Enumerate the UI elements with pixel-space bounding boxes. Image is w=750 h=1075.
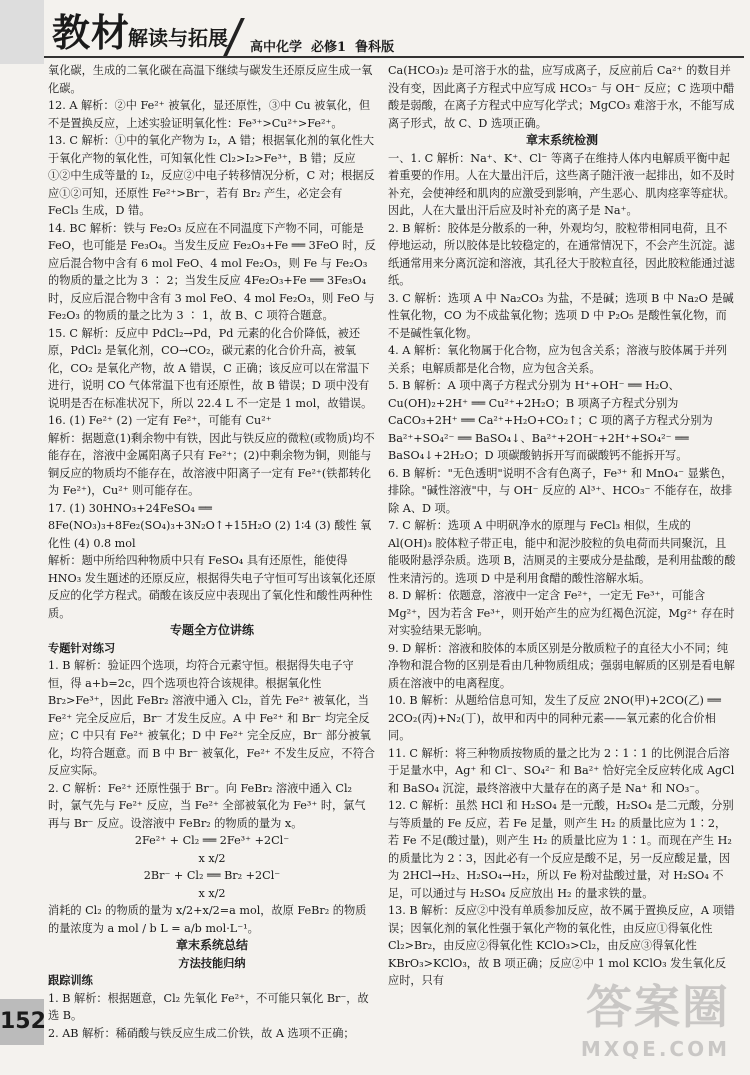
answer-paragraph: 5. B 解析：A 项中离子方程式分别为 H⁺+OH⁻ ══ H₂O、Cu(OH)₂+2H⁺ ══ Cu²⁺+2H₂O；B 项离子方程式分别为 CaCO₃+2H⁺ ══ Ca²⁺+H₂O+CO₂↑；C 项的离子方程式分别为 Ba²⁺+SO₄²⁻ ══ BaSO₄↓、Ba²⁺+2OH⁻+2H⁺+SO₄²⁻ ══ BaSO₄↓+2H₂O；D 项碳酸钠拆开写而碳酸钙不能拆开写。	[388, 379, 713, 462]
watermark-logo	[581, 971, 730, 1061]
subsection-title: 方法技能归纳	[178, 955, 246, 970]
header-side-bar	[0, 0, 44, 64]
answer-paragraph: 16. (1) Fe²⁺ (2) 一定有 Fe²⁺，可能有 Cu²⁺	[48, 414, 272, 427]
section-title: 章末系统总结	[175, 938, 248, 952]
page-number: 152	[0, 999, 44, 1045]
answer-paragraph: 1. B 解析：验证四个选项，均符合元素守恒。根据得失电子守恒，得 a+b=2c，四个选项也符合该规律。根据氧化性 Br₂>Fe³⁺，因此 FeBr₂ 溶液中通入 Cl₂，首先 Fe²⁺ 被氧化，当 Fe²⁺ 完全反应后，Br⁻ 才发生反应。A 中 Fe²⁺ 和 Br⁻ 均完全反应；C 中只有 Fe²⁺ 被氧化；D 中 Fe²⁺ 完全反应，Br⁻ 部分被氧化，均符合题意。而 B 中 Br⁻ 被氧化，Fe²⁺ 不发生反应，不符合反应实际。	[48, 659, 375, 777]
page-header	[0, 0, 750, 64]
section-title: 专题全方位讲练	[169, 623, 254, 637]
header-rule	[44, 56, 744, 58]
edition-label: 高中化学 必修1 鲁科版	[250, 40, 395, 55]
answer-paragraph: Ca(HCO₃)₂ 是可溶于水的盐，应写成离子，反应前后 Ca²⁺ 的数目并没有变，因此离子方程式中应写成 HCO₃⁻ 与 OH⁻ 反应；C 选项中醋酸是弱酸，在离子方程式中应写化学式；MgCO₃ 难溶于水，不能写成离子形式，故 C、D 选项正确。	[388, 64, 735, 130]
right-column	[388, 62, 736, 990]
answer-paragraph: 12. C 解析：虽然 HCl 和 H₂SO₄ 是一元酸，H₂SO₄ 是二元酸，分别与等质量的 Fe 反应，若 Fe 足量，则产生 H₂ 的质量比应为 1∶2，若 Fe 不足(酸过量)，则产生 H₂ 的质量比应为 1∶1。而现在产生 H₂ 的质量比为 2∶3，因此必有一个反应是酸不足，另一反应酸足量，因为 2HCl→H₂、H₂SO₄→H₂，所以 Fe 粉对盐酸过量，对 H₂SO₄ 不足，可以通过与 H₂SO₄ 反应放出 H₂ 的量求铁的量。	[388, 799, 734, 900]
answer-paragraph: 12. A 解析：②中 Fe²⁺ 被氧化，显还原性，③中 Cu 被氧化，但不是置换反应，上述实验证明氧化性：Fe³⁺>Cu²⁺>Fe²⁺。	[48, 99, 371, 130]
answer-paragraph: 13. B 解析：反应②中没有单质参加反应，故不属于置换反应，A 项错误；因氧化剂的氧化性强于氧化产物的氧化性，由反应①得氧化性 Cl₂>Br₂，由反应②得氧化性 KClO₃>Cl₂，由反应③得氧化性 KBrO₃>KClO₃，故 B 项正确；反应②中 1 mol KClO₃ 发生氧化反应时，只有	[388, 904, 735, 987]
answer-paragraph: 解析：据题意(1)剩余物中有铁，因此与铁反应的微粒(或物质)均不能存在，溶液中金属阳离子只有 Fe²⁺；(2)中剩余物为铜，则能与铜反应的物质均不能存在，故溶液中阳离子一定有 Fe²⁺(铁都转化为 Fe²⁺)，Cu²⁺ 则可能存在。	[48, 431, 375, 497]
subsection-title: 跟踪训练	[48, 973, 93, 987]
brand-title: 教材	[52, 10, 131, 55]
answer-paragraph: 8. D 解析：依题意，溶液中一定含 Fe²⁺，一定无 Fe³⁺，可能含 Mg²⁺，因为若含 Fe³⁺，则开始产生的应为红褐色沉淀，Mg²⁺ 存在时对实验结果无影响。	[388, 589, 735, 637]
answer-paragraph: 14. BC 解析：铁与 Fe₂O₃ 反应在不同温度下产物不同，可能是 FeO，也可能是 Fe₃O₄。当发生反应 Fe₂O₃+Fe ══ 3FeO 时，反应后混合物中含有 6 mol FeO、4 mol Fe₂O₃，则 Fe 与 Fe₂O₃ 的物质的量之比为 3 ∶ 2；当发生反应 4Fe₂O₃+Fe ══ 3Fe₃O₄ 时，反应后混合物中含有 3 mol FeO、4 mol Fe₂O₃，则 FeO 与 Fe₂O₃ 的物质的量之比为 3 ∶ 1，故 B、C 项符合题意。	[48, 221, 376, 322]
answer-paragraph: 一、1. C 解析：Na⁺、K⁺、Cl⁻ 等离子在维持人体内电解质平衡中起着重要的作用。人在大量出汗后，这些离子随汗液一起排出，如不及时补充，会使神经和肌肉的应激受到影响，产生恶心、肌肉痉挛等症状。因此，人在大量出汗后应及时补充的离子是 Na⁺。	[388, 151, 735, 217]
answer-paragraph: 消耗的 Cl₂ 的物质的量为 x/2+x/2=a mol，故原 FeBr₂ 的物质的量浓度为 a mol / b L = a/b mol·L⁻¹。	[48, 904, 367, 935]
answer-paragraph: 2. B 解析：胶体是分散系的一种，外观均匀，胶粒带相同电荷，且不停地运动，所以胶体是比较稳定的，在通常情况下，不会产生沉淀。滤纸通常用来分离沉淀和溶液，其孔径大于胶粒直径，因此胶粒能通过滤纸。	[388, 221, 735, 287]
answer-paragraph: 3. C 解析：选项 A 中 Na₂CO₃ 为盐，不是碱；选项 B 中 Na₂O 是碱性氧化物，CO 为不成盐氧化物；选项 D 中 P₂O₅ 是酸性氧化物，而不是碱性氧化物。	[388, 291, 734, 340]
answer-paragraph: 7. C 解析：选项 A 中明矾净水的原理与 FeCl₃ 相似，生成的 Al(OH)₃ 胶体粒子带正电，能中和泥沙胶粒的负电荷而共同聚沉，且能吸附悬浮杂质。选项 B，洁厕灵的主要成分是盐酸，是利用盐酸的酸性来清污的。选项 D 中是利用食醋的酸性溶解水垢。	[388, 519, 736, 585]
answer-paragraph: 6. B 解析："无色透明"说明不含有色离子，Fe³⁺ 和 MnO₄⁻ 显紫色，排除。"碱性溶液"中，与 OH⁻ 反应的 Al³⁺、HCO₃⁻ 不能存在，故排除 A、D 项。	[388, 466, 733, 515]
equation-line: 2Br⁻ + Cl₂ ══ Br₂ +2Cl⁻	[143, 869, 281, 882]
answer-paragraph: 2. AB 解析：稀硝酸与铁反应生成二价铁，故 A 选项不正确；	[48, 1026, 355, 1040]
equation-line: 2Fe²⁺ + Cl₂ ══ 2Fe³⁺ +2Cl⁻	[134, 834, 290, 847]
section-title: 章末系统检测	[525, 133, 598, 147]
answer-paragraph: 解析：题中所给四种物质中只有 FeSO₄ 具有还原性，能使得 HNO₃ 发生题述的还原反应，根据得失电子守恒可写出该氧化还原反应的化学方程式。硝酸在该反应中表现出了氧化性和酸性两种性质。	[48, 554, 376, 620]
equation-line: x x/2	[198, 886, 226, 900]
answer-paragraph: 2. C 解析：Fe²⁺ 还原性强于 Br⁻。向 FeBr₂ 溶液中通入 Cl₂ 时，氯气先与 Fe²⁺ 反应，当 Fe²⁺ 全部被氧化为 Fe³⁺ 时，氯气再与 Br⁻ 反应。设溶液中 FeBr₂ 的物质的量为 x。	[48, 781, 366, 830]
subsection-title: 专题针对练习	[48, 640, 116, 655]
answer-paragraph: 9. D 解析：溶液和胶体的本质区别是分散质粒子的直径大小不同；纯净物和混合物的区别是看由几种物质组成；强弱电解质的区别是看电解质在溶液中的电离程度。	[388, 641, 735, 690]
answer-paragraph: 15. C 解析：反应中 PdCl₂→Pd，Pd 元素的化合价降低，被还原，PdCl₂ 是氧化剂，CO→CO₂，碳元素的化合价升高，被氧化，CO₂ 是氧化产物，故 A 错误，C 正确；该反应可以在常温下进行，说明 CO 气体常温下也有还原性，故 B 错误；D 项中没有说明是否在标准状况下，所以 22.4 L 不一定是 1 mol，故错误。	[48, 326, 373, 410]
watermark-text: 答案圈	[586, 980, 730, 1034]
answer-paragraph: 13. C 解析：①中的氧化产物为 I₂，A 错；根据氧化剂的氧化性大于氧化产物的氧化性，可知氧化性 Cl₂>I₂>Fe³⁺，B 错；反应①②中生成等量的 I₂，反应②中电子转移情况分析，C 对；根据反应①②可知，还原性 Fe²⁺>Br⁻，若有 Br₂ 产生，必定会有 FeCl₃ 生成，D 错。	[48, 134, 375, 217]
answer-paragraph: 10. B 解析：从题给信息可知，发生了反应 2NO(甲)+2CO(乙) ══ 2CO₂(丙)+N₂(丁)，故甲和丙中的同种元素——氧元素的化合价相同。	[388, 694, 721, 742]
answer-paragraph: 氧化碳，生成的二氧化碳在高温下继续与碳发生还原反应生成一氧化碳。	[48, 64, 373, 95]
watermark-url: MXQE.COM	[580, 1037, 730, 1061]
answer-paragraph: 4. A 解析：氧化物属于化合物，应为包含关系；溶液与胶体属于并列关系；电解质都是化合物，应为包含关系。	[388, 344, 728, 375]
answer-paragraph: 11. C 解析：将三种物质按物质的量之比为 2∶1∶1 的比例混合后溶于足量水中，Ag⁺ 和 Cl⁻、SO₄²⁻ 和 Ba²⁺ 恰好完全反应转化成 AgCl 和 BaSO₄ 沉淀，最终溶液中大量存在的离子是 Na⁺ 和 NO₃⁻。	[388, 746, 735, 795]
answer-paragraph: 17. (1) 30HNO₃+24FeSO₄ ══ 8Fe(NO₃)₃+8Fe₂(SO₄)₃+3N₂O↑+15H₂O (2) 1∶4 (3) 酸性 氧化性 (4) 0.8 mol	[48, 501, 372, 550]
left-column	[48, 62, 376, 1042]
equation-line: x x/2	[198, 851, 226, 865]
answer-paragraph: 1. B 解析：根据题意，Cl₂ 先氧化 Fe²⁺，不可能只氧化 Br⁻，故选 B。	[48, 991, 369, 1022]
brand-subtitle: 解读与拓展	[128, 26, 228, 50]
